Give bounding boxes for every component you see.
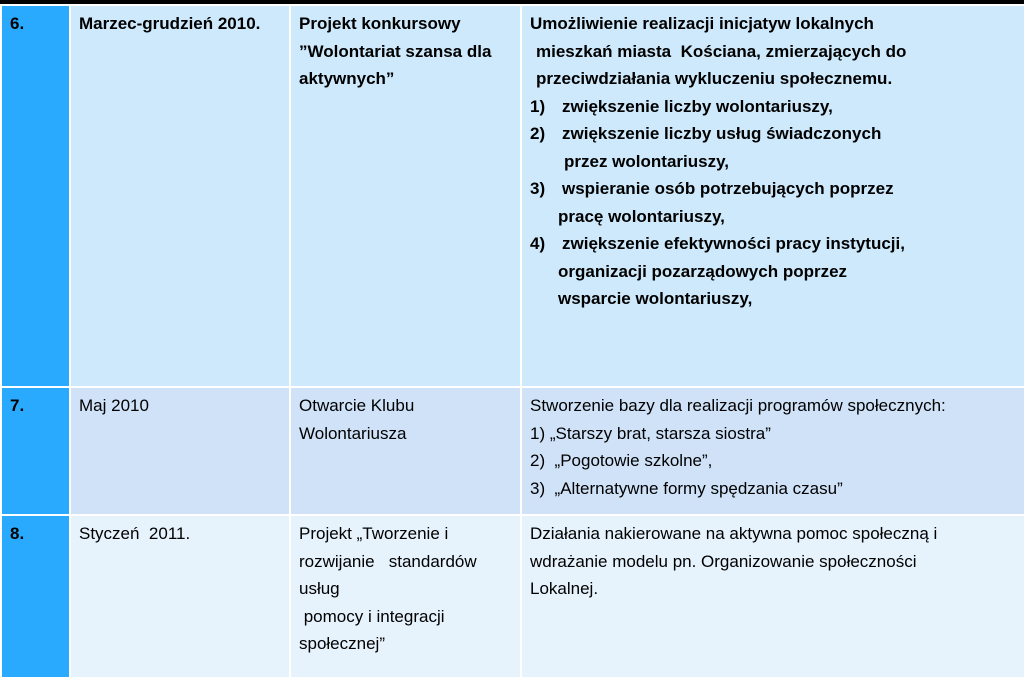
list-item-continuation: przez wolontariuszy, (564, 151, 729, 171)
goal-cell (521, 515, 1024, 678)
goal-cell (521, 5, 1024, 387)
goal-line: 2) „Pogotowie szkolne”, (530, 451, 713, 470)
row-number: 7. (1, 387, 70, 515)
row-number: 6. (1, 5, 70, 387)
project-line: aktywnych” (299, 69, 395, 88)
project-line: społecznej” (299, 634, 385, 653)
project-line: Projekt konkursowy (299, 14, 461, 33)
date-text: Maj 2010 (79, 396, 149, 415)
project-line: Otwarcie Klubu (299, 396, 415, 415)
project-cell (290, 5, 521, 387)
goal-line: mieszkań miasta Kościana, zmierzających do (536, 41, 907, 61)
date-cell (70, 387, 290, 515)
projects-table (0, 4, 1024, 679)
list-item-text: zwiększenie liczby usług świadczonych (562, 124, 882, 143)
list-item-text: wspieranie osób potrzebujących poprzez (562, 179, 894, 198)
goal-list-item (530, 230, 1016, 258)
goal-line: przeciwdziałania wykluczeniu społecznemu. (536, 69, 893, 88)
list-marker: 1) (530, 96, 546, 116)
project-cell (290, 515, 521, 678)
table-row (1, 515, 1024, 678)
goal-line: wdrażanie modelu pn. Organizowanie społeczności (530, 551, 917, 571)
project-line: Wolontariusza (299, 423, 407, 443)
table-row (1, 5, 1024, 387)
date-cell (70, 515, 290, 678)
goal-line: Działania nakierowane na aktywna pomoc społeczną i (530, 524, 938, 543)
goal-line: 1) „Starszy brat, starsza siostra” (530, 423, 771, 443)
goal-list-item (530, 120, 1016, 148)
list-item-continuation: pracę wolontariuszy, (558, 206, 725, 226)
row-number: 8. (1, 515, 70, 678)
goal-line: Umożliwienie realizacji inicjatyw lokalnych (530, 14, 874, 33)
date-text: Styczeń 2011. (79, 524, 191, 543)
goal-list-item (530, 175, 1016, 203)
list-item-text: zwiększenie liczby wolontariuszy, (562, 96, 833, 116)
project-line: pomocy i integracji (299, 606, 445, 626)
goal-line: 3) „Alternatywne formy spędzania czasu” (530, 478, 843, 498)
project-cell (290, 387, 521, 515)
list-item-continuation: organizacji pozarządowych poprzez (558, 261, 848, 281)
goal-line: Stworzenie bazy dla realizacji programów społecznych: (530, 396, 946, 415)
goal-cell (521, 387, 1024, 515)
goal-line: Lokalnej. (530, 579, 599, 598)
list-marker: 2) (530, 124, 546, 143)
list-marker: 4) (530, 234, 546, 253)
project-line: rozwijanie standardów (299, 551, 477, 571)
table-row (1, 387, 1024, 515)
list-marker: 3) (530, 179, 546, 198)
list-item-text: zwiększenie efektywności pracy instytucji, (562, 234, 905, 253)
list-item-continuation: wsparcie wolontariuszy, (558, 289, 753, 308)
goal-list-item (530, 93, 1016, 121)
date-text: Marzec-grudzień 2010. (79, 14, 261, 33)
project-line: Projekt „Tworzenie i (299, 524, 449, 543)
project-line: usług (299, 579, 340, 598)
project-line: ”Wolontariat szansa dla (299, 41, 492, 61)
date-cell (70, 5, 290, 387)
